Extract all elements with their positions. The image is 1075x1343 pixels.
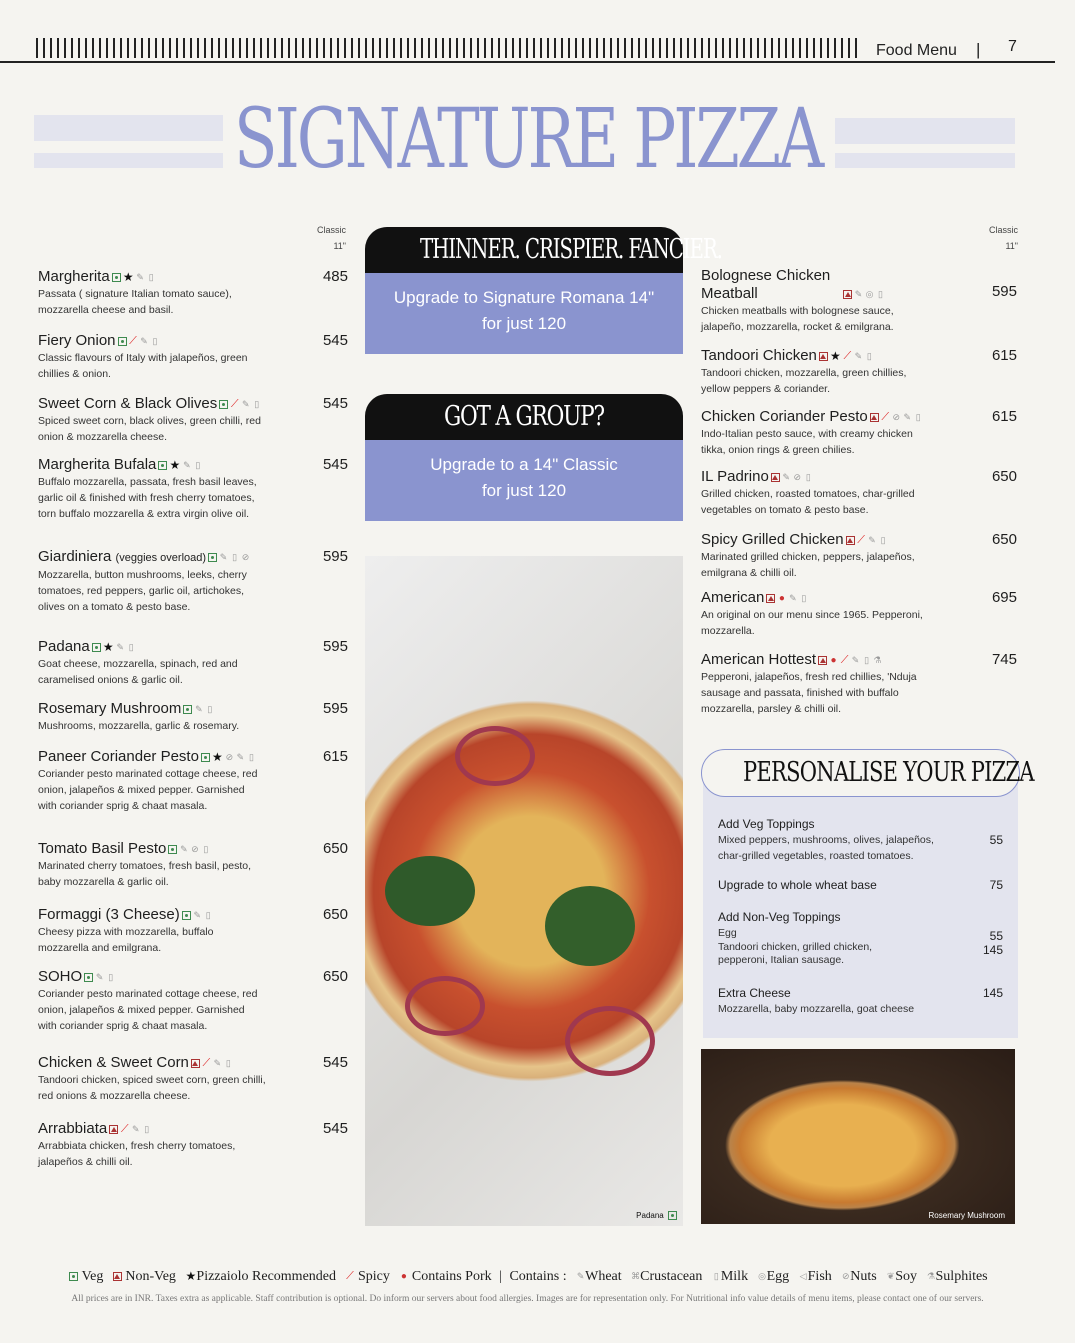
menu-item	[701, 589, 1017, 639]
item-description: Passata ( signature Italian tomato sauce), mozzarella cheese and basil.	[38, 288, 232, 316]
item-name-text: Sweet Corn & Black Olives	[38, 395, 218, 412]
milk-icon: ▯	[148, 271, 154, 282]
photo-caption: Padana	[636, 1211, 677, 1220]
header-barcode-decoration	[36, 38, 862, 58]
onion-topping	[565, 1006, 655, 1076]
padana-pizza-photo	[365, 556, 683, 1226]
item-name-text: Spicy Grilled Chicken	[701, 531, 844, 548]
chilli-icon: ⟋	[346, 1270, 354, 1283]
veg-icon	[219, 400, 228, 409]
milk-icon: ▯	[878, 288, 883, 299]
legend-nuts: ⊘Nuts	[841, 1269, 877, 1284]
milk-icon: ▯	[248, 751, 254, 762]
item-name	[701, 589, 1017, 607]
milk-icon: ▯	[128, 641, 134, 652]
wheat-icon: ✎	[789, 592, 797, 603]
size-value: 11"	[1005, 241, 1018, 251]
onion-topping	[455, 726, 535, 786]
page-number: 7	[1008, 38, 1017, 55]
header-separator: |	[976, 40, 981, 59]
wheat-icon: ✎	[95, 971, 104, 982]
item-name-text: Padana	[38, 638, 90, 655]
legend-wheat: ✎Wheat	[576, 1269, 622, 1284]
item-price: 615	[991, 347, 1017, 364]
item-name-text: Chicken Coriander Pesto	[701, 408, 868, 425]
milk-icon: ▯	[713, 1271, 719, 1282]
milk-icon: ▯	[915, 411, 921, 422]
legend-egg: ◎Egg	[758, 1269, 790, 1284]
veg-icon	[118, 337, 127, 346]
item-description: An original on our menu since 1965. Pepperoni, mozzarella.	[701, 609, 923, 637]
legend-divider: |	[499, 1269, 502, 1284]
star-icon: ★	[169, 457, 181, 472]
menu-item	[38, 395, 348, 445]
menu-item	[38, 700, 348, 734]
item-description: Marinated grilled chicken, peppers, jalapeños, emilgrana & chilli oil.	[701, 551, 915, 579]
wheat-icon: ✎	[219, 551, 228, 562]
veg-icon	[168, 845, 177, 854]
item-description: Grilled chicken, roasted tomatoes, char-grilled vegetables on tomato & pesto base.	[701, 488, 915, 516]
item-description: Tandoori chicken, mozzarella, green chillies, yellow peppers & coriander.	[701, 367, 907, 395]
milk-icon: ▯	[108, 971, 114, 982]
item-price: 650	[322, 968, 348, 985]
star-icon: ★	[212, 749, 223, 764]
nonveg-icon	[109, 1125, 118, 1134]
legend-star: ★Pizzaiolo Recommended	[185, 1269, 336, 1284]
veg-icon	[183, 705, 192, 714]
item-name-text: IL Padrino	[701, 468, 769, 485]
spicy-icon: ⟋	[230, 397, 239, 410]
item-name	[701, 267, 1017, 303]
wheat-icon: ✎	[241, 398, 250, 409]
nuts-icon: ⊘	[793, 471, 802, 482]
milk-icon: ▯	[254, 398, 260, 409]
item-name	[38, 548, 348, 567]
menu-item	[38, 1054, 348, 1104]
nonveg-icon	[766, 594, 775, 603]
item-price: 485	[322, 268, 348, 285]
veg-icon	[69, 1272, 78, 1281]
item-description: Goat cheese, mozzarella, spinach, red and caramelised onions & garlic oil.	[38, 658, 238, 686]
sulphites-icon: ⚗	[873, 654, 882, 665]
veg-icon	[84, 973, 93, 982]
milk-icon: ▯	[232, 551, 238, 562]
item-description: Spiced sweet corn, black olives, green chilli, red onion & mozzarella cheese.	[38, 415, 261, 443]
nuts-icon: ⊘	[191, 843, 199, 854]
menu-item	[38, 268, 348, 318]
item-name-text: Margherita	[38, 268, 110, 285]
item-name-text: Arrabbiata	[38, 1120, 108, 1137]
legend-crustacean: ⌘Crustacean	[631, 1269, 703, 1284]
promo-body: Upgrade to Signature Romana 14" for just 120	[365, 273, 683, 354]
menu-item	[38, 906, 348, 956]
footnote: All prices are in INR. Taxes extra as applicable. Staff contribution is optional. Do inform our servers about food allergies. Images are for representation only. For Nutritional info value details of menu items, please contact one of our servers.	[71, 1294, 984, 1304]
menu-item	[701, 468, 1017, 518]
legend-milk: ▯ Milk	[710, 1269, 748, 1284]
menu-item	[38, 1120, 348, 1170]
wheat-icon: ✎	[116, 641, 124, 652]
item-description: Tandoori chicken, spiced sweet corn, green chilli, red onions & mozzarella cheese.	[38, 1074, 266, 1102]
veg-icon	[668, 1211, 677, 1220]
item-name-text: Formaggi (3 Cheese)	[38, 906, 180, 923]
menu-item	[38, 638, 348, 688]
spicy-icon: ⟋	[202, 1056, 211, 1069]
item-description: Marinated cherry tomatoes, fresh basil, pesto, baby mozzarella & garlic oil.	[38, 860, 252, 888]
wheat-icon: ✎	[213, 1057, 222, 1068]
item-price: 545	[322, 1054, 348, 1071]
item-name	[701, 468, 1017, 486]
egg-icon: ◎	[865, 288, 874, 299]
item-description: Coriander pesto marinated cottage cheese, red onion, jalapeños & mixed pepper. Garnished with coriander sprig & chaat masala.	[38, 768, 258, 812]
wheat-icon: ✎	[576, 1271, 585, 1282]
milk-icon: ▯	[801, 592, 807, 603]
milk-icon: ▯	[205, 909, 211, 920]
wheat-icon: ✎	[782, 471, 791, 482]
milk-icon: ▯	[207, 703, 213, 714]
legend-pork: ● Contains Pork	[400, 1269, 492, 1284]
item-description: Buffalo mozzarella, passata, fresh basil leaves, garlic oil & finished with fresh cherry tomatoes, torn buffalo mozzarella & extra virgin olive oil.	[38, 476, 257, 520]
item-name-text: Tandoori Chicken	[701, 347, 817, 364]
promo-heading: THINNER. CRISPIER. FANCIER.	[365, 227, 683, 273]
left-size-header	[290, 222, 346, 254]
item-price: 650	[991, 531, 1017, 548]
item-name	[701, 531, 1017, 549]
veg-icon	[201, 753, 210, 762]
item-description: Indo-Italian pesto sauce, with creamy chicken tikka, onion rings & green chilies.	[701, 428, 913, 456]
item-name	[38, 840, 348, 858]
soy-icon: ❦	[886, 1271, 895, 1282]
wheat-icon: ✎	[903, 411, 912, 422]
item-price: 745	[991, 651, 1017, 668]
item-name-text: Margherita Bufala	[38, 456, 157, 473]
item-price: 545	[322, 1120, 348, 1137]
item-description: Classic flavours of Italy with jalapeños, green chillies & onion.	[38, 352, 248, 380]
legend-contains-label: Contains :	[509, 1269, 567, 1284]
milk-icon: ▯	[152, 335, 158, 346]
menu-item	[701, 651, 1017, 717]
item-name	[701, 651, 1017, 669]
promo-group	[365, 394, 683, 521]
nonveg-icon	[846, 536, 855, 545]
spinach-topping	[545, 886, 635, 966]
item-name	[38, 1054, 348, 1072]
nuts-icon: ⊘	[241, 551, 250, 562]
wheat-icon: ✎	[140, 335, 148, 346]
item-description: Cheesy pizza with mozzarella, buffalo mozzarella and emilgrana.	[38, 926, 214, 954]
item-name	[38, 906, 348, 924]
promo-romana	[365, 227, 722, 354]
wheat-icon: ✎	[854, 288, 863, 299]
menu-item	[38, 840, 348, 890]
item-name	[38, 456, 348, 474]
wheat-icon: ✎	[136, 271, 144, 282]
milk-icon: ▯	[203, 843, 209, 854]
item-price: 545	[322, 456, 348, 473]
crustacean-icon: ⌘	[631, 1271, 641, 1282]
nonveg-icon	[819, 352, 828, 361]
nonveg-icon	[771, 473, 780, 482]
item-name-text: Chicken & Sweet Corn	[38, 1054, 189, 1071]
item-name-text: Rosemary Mushroom	[38, 700, 182, 717]
item-price: 545	[322, 395, 348, 412]
item-description: Mushrooms, mozzarella, garlic & rosemary.	[38, 720, 240, 732]
nonveg-icon	[870, 413, 879, 422]
item-name	[38, 268, 348, 286]
wheat-icon: ✎	[193, 909, 201, 920]
milk-icon: ▯	[195, 459, 201, 470]
item-description: Mozzarella, button mushrooms, leeks, cherry tomatoes, red peppers, garlic oil, artichokes, olives on a tomato & pesto base.	[38, 569, 247, 613]
item-name-text: Giardiniera	[38, 548, 112, 565]
item-name	[701, 408, 1017, 426]
star-icon: ★	[185, 1269, 197, 1284]
onion-topping	[405, 976, 485, 1036]
pork-icon: ●	[830, 654, 837, 666]
menu-item	[38, 748, 348, 814]
item-name-text: SOHO	[38, 968, 83, 985]
menu-item	[701, 408, 1017, 458]
milk-icon: ▯	[864, 654, 870, 665]
spicy-icon: ⟋	[843, 349, 852, 362]
menu-item	[38, 968, 348, 1034]
nuts-icon: ⊘	[841, 1271, 850, 1282]
item-name	[38, 638, 348, 656]
item-name	[38, 1120, 348, 1138]
item-price: 615	[991, 408, 1017, 425]
item-name-text: Tomato Basil Pesto	[38, 840, 167, 857]
item-price: 595	[991, 283, 1017, 300]
menu-item	[701, 531, 1017, 581]
spicy-icon: ⟋	[120, 1122, 129, 1135]
nuts-icon: ⊘	[225, 751, 234, 762]
item-name	[38, 395, 348, 413]
item-price: 650	[322, 906, 348, 923]
personalise-row-nonveg-toppings: Add Non-Veg Toppings Egg 55 Tandoori chicken, grilled chicken, pepperoni, Italian sausage. 145	[718, 910, 1003, 966]
wheat-icon: ✎	[854, 350, 863, 361]
item-price: 545	[322, 332, 348, 349]
legend	[0, 1269, 1055, 1285]
item-name-text: American Hottest	[701, 651, 817, 668]
milk-icon: ▯	[805, 471, 811, 482]
legend-sulphites: ⚗Sulphites	[926, 1269, 988, 1284]
spinach-topping	[385, 856, 475, 926]
header-title: Food Menu	[876, 42, 957, 59]
spicy-icon: ⟋	[129, 334, 137, 347]
sulphites-icon: ⚗	[926, 1271, 936, 1282]
spicy-icon: ⟋	[857, 533, 865, 546]
promo-body: Upgrade to a 14" Classic for just 120	[365, 440, 683, 521]
item-name	[38, 700, 348, 718]
legend-spicy: ⟋ Spicy	[346, 1269, 390, 1284]
pork-icon: ●	[778, 592, 785, 604]
item-description: Pepperoni, jalapeños, fresh red chillies, 'Nduja sausage and passata, finished with buffalo mozzarella, parsley & chilli oil.	[701, 671, 917, 715]
legend-nonveg: Non-Veg	[111, 1269, 176, 1284]
page-title: SIGNATURE PIZZA	[233, 92, 822, 187]
item-note: (veggies overload)	[115, 552, 207, 564]
item-price: 650	[991, 468, 1017, 485]
size-label: Classic	[988, 225, 1018, 235]
item-description: Coriander pesto marinated cottage cheese, red onion, jalapeños & mixed pepper. Garnished with coriander sprig & chaat masala.	[38, 988, 258, 1032]
item-price: 695	[991, 589, 1017, 606]
item-name	[38, 968, 348, 986]
star-icon: ★	[830, 348, 841, 363]
item-description: Arrabbiata chicken, fresh cherry tomatoes, jalapeños & chilli oil.	[38, 1140, 236, 1168]
wheat-icon: ✎	[183, 459, 191, 470]
wheat-icon: ✎	[131, 1123, 140, 1134]
photo-caption: Rosemary Mushroom	[928, 1211, 1005, 1220]
personalise-title: PERSONALISE YOUR PIZZA	[701, 749, 1020, 797]
item-name-text: American	[701, 589, 765, 606]
promo-heading: GOT A GROUP?	[365, 394, 683, 440]
fish-icon: ◁	[799, 1271, 807, 1282]
wheat-icon: ✎	[868, 534, 876, 545]
size-value: 11"	[333, 241, 346, 251]
star-icon: ★	[102, 639, 114, 654]
right-size-header	[962, 222, 1018, 254]
nonveg-icon	[191, 1059, 200, 1068]
nonveg-icon	[843, 290, 852, 299]
rosemary-mushroom-pizza-photo	[701, 1049, 1015, 1224]
veg-icon	[158, 461, 167, 470]
menu-item	[38, 332, 348, 382]
item-price: 650	[322, 840, 348, 857]
size-label: Classic	[316, 225, 346, 235]
pork-icon: ●	[400, 1271, 407, 1283]
item-name-text: Fiery Onion	[38, 332, 116, 349]
personalise-row-extra-cheese: Extra Cheese Mozzarella, baby mozzarella, goat cheese 145	[718, 986, 1003, 1015]
veg-icon	[112, 273, 121, 282]
item-name	[38, 748, 348, 766]
milk-icon: ▯	[144, 1123, 150, 1134]
header-divider	[0, 61, 1055, 63]
legend-veg: Veg	[67, 1269, 103, 1284]
item-name-text: Bolognese Chicken Meatball	[701, 267, 831, 302]
wheat-icon: ✎	[180, 843, 188, 854]
menu-item	[701, 347, 1017, 397]
wheat-icon: ✎	[236, 751, 245, 762]
nonveg-icon	[818, 656, 827, 665]
milk-icon: ▯	[225, 1057, 231, 1068]
milk-icon: ▯	[866, 350, 872, 361]
egg-icon: ◎	[758, 1271, 766, 1282]
item-price: 595	[322, 548, 348, 565]
personalise-row-veg-toppings: Add Veg Toppings Mixed peppers, mushrooms, olives, jalapeños, char-grilled vegetables, roasted tomatoes. 55	[718, 817, 1003, 862]
item-name-text: Paneer Coriander Pesto	[38, 748, 199, 765]
wheat-icon: ✎	[195, 703, 203, 714]
item-price: 595	[322, 638, 348, 655]
veg-icon	[182, 911, 191, 920]
veg-icon	[92, 643, 101, 652]
item-name	[38, 332, 348, 350]
spicy-icon: ⟋	[881, 410, 890, 423]
personalise-row-wheat-base: Upgrade to whole wheat base 75	[718, 878, 1003, 892]
star-icon: ★	[122, 269, 134, 284]
menu-item	[701, 267, 1017, 335]
milk-icon: ▯	[880, 534, 886, 545]
item-name	[701, 347, 1017, 365]
legend-fish: ◁Fish	[799, 1269, 832, 1284]
item-description: Chicken meatballs with bolognese sauce, jalapeño, mozzarella, rocket & emilgrana.	[701, 305, 894, 333]
nonveg-icon	[113, 1272, 122, 1281]
nuts-icon: ⊘	[892, 411, 901, 422]
legend-soy: ❦Soy	[886, 1269, 918, 1284]
menu-item	[38, 456, 348, 522]
spicy-icon: ⟋	[840, 653, 849, 666]
menu-item	[38, 548, 348, 615]
wheat-icon: ✎	[851, 654, 860, 665]
item-price: 615	[322, 748, 348, 765]
item-price: 595	[322, 700, 348, 717]
veg-icon	[208, 553, 217, 562]
